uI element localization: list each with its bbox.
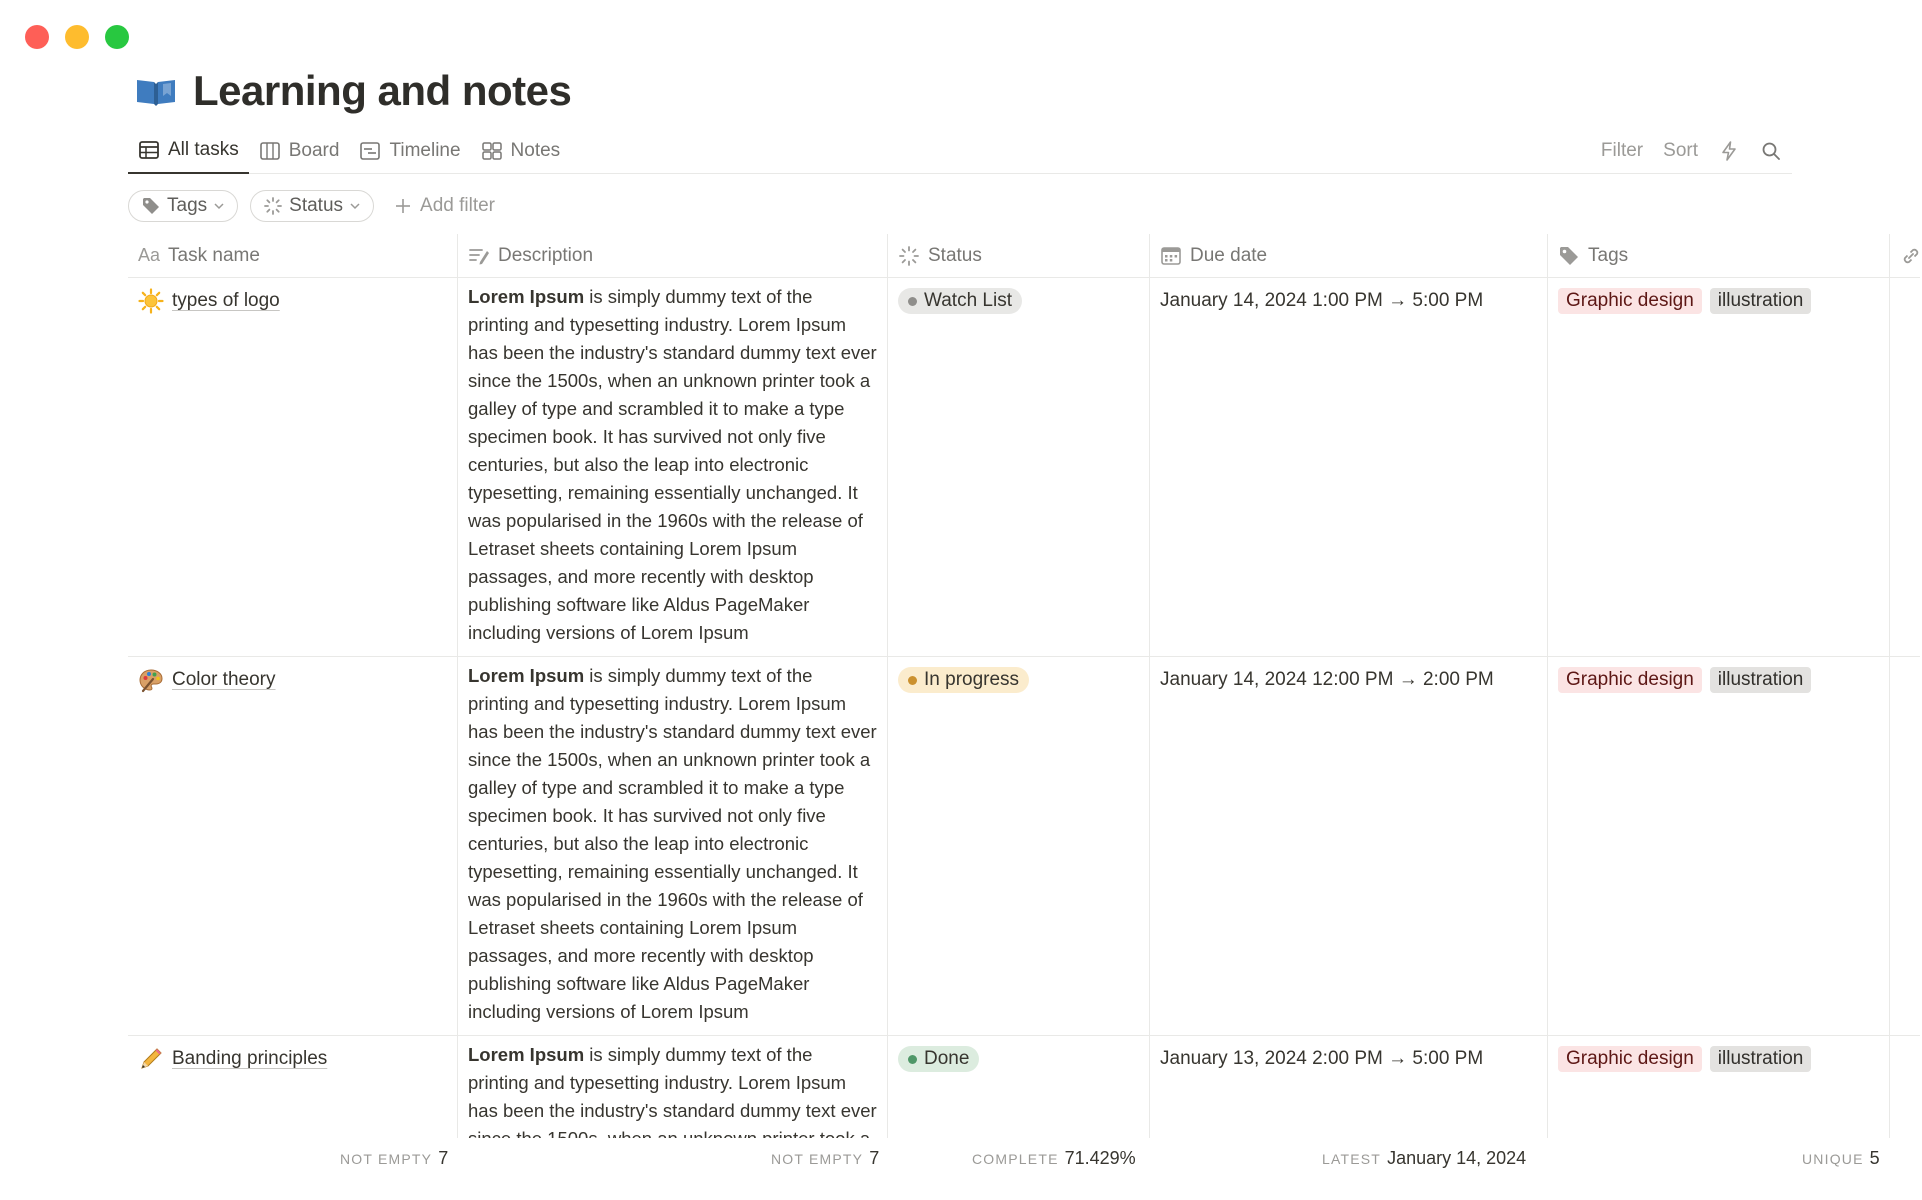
- description-text: is simply dummy text of the printing and typesetting industry. Lorem Ipsum has been the industry's standard dummy text ever: [468, 1044, 877, 1121]
- description-cell[interactable]: [458, 657, 888, 1035]
- tag-icon: [1558, 245, 1580, 267]
- chip-label: Status: [289, 195, 344, 216]
- timeline-icon: [359, 140, 381, 162]
- column-header-due-date[interactable]: [1150, 234, 1548, 277]
- text-property-icon: Aa: [138, 245, 161, 265]
- column-header-task-name[interactable]: [128, 234, 458, 277]
- maximize-window-button[interactable]: [105, 25, 129, 49]
- plus-icon: [394, 197, 412, 215]
- add-filter-button[interactable]: [386, 195, 503, 217]
- calc-value: January 14, 2024: [1387, 1148, 1527, 1168]
- task-name-calculation[interactable]: [340, 1148, 448, 1169]
- tab-timeline[interactable]: [349, 128, 470, 174]
- tab-label: Notes: [510, 140, 561, 161]
- task-name-link[interactable]: Color theory: [172, 669, 276, 690]
- description-text: is simply dummy text of the printing and typesetting industry. Lorem Ipsum has been the industry's standard dummy text ever since the 1500s, when an unknown printer took a galley of type and scrambled it to make a type specimen book. It has survived not only five centuries, but also the leap into electronic typesetting, remaining essentially unchanged. It was popularised in the 1960s with the release of Letraset sheets containing Lorem Ipsum passages, and more recently with desktop publishing software like Aldus PageMaker including versions of Lorem Ipsum: [468, 665, 877, 1022]
- task-name-link[interactable]: Banding principles: [172, 1048, 328, 1069]
- open-book-icon[interactable]: [135, 76, 177, 106]
- tag-badge: illustration: [1710, 667, 1812, 693]
- link-cell[interactable]: [1890, 278, 1920, 656]
- description-bold-text: Lorem Ipsum: [468, 1044, 585, 1065]
- tab-board[interactable]: [249, 128, 350, 174]
- status-icon: [898, 245, 920, 267]
- link-cell[interactable]: [1890, 657, 1920, 1035]
- description-text: is simply dummy text of the printing and typesetting industry. Lorem Ipsum has been the industry's standard dummy text ever since the 1500s, when an unknown printer took a galley of type and scrambled it to make a type specimen book. It has survived not only five centuries, but also the leap into electronic typesetting, remaining essentially unchanged. It was popularised in the 1960s with the release of Letraset sheets containing Lorem Ipsum passages, and more recently with desktop publishing software like Aldus PageMaker including versions of Lorem Ipsum: [468, 286, 877, 643]
- link-icon: [1900, 245, 1922, 267]
- calc-label: LATEST: [1322, 1151, 1382, 1167]
- tags-cell[interactable]: [1548, 278, 1890, 656]
- search-icon: [1760, 140, 1782, 162]
- tag-icon: [141, 196, 161, 216]
- tag-badge: illustration: [1710, 288, 1812, 314]
- chevron-down-icon: [349, 200, 361, 212]
- automation-button[interactable]: [1708, 128, 1750, 173]
- search-button[interactable]: [1750, 128, 1792, 173]
- minimize-window-button[interactable]: [65, 25, 89, 49]
- board-icon: [259, 140, 281, 162]
- tag-badge: Graphic design: [1558, 667, 1702, 693]
- status-filter-chip[interactable]: [250, 190, 374, 222]
- tab-label: Timeline: [389, 140, 461, 161]
- sun-icon: [138, 288, 164, 314]
- page-header: [135, 56, 571, 112]
- table-row[interactable]: [128, 657, 1920, 1036]
- column-label: Description: [498, 244, 594, 266]
- tags-cell[interactable]: [1548, 657, 1890, 1035]
- task-name-link[interactable]: types of logo: [172, 290, 280, 311]
- close-window-button[interactable]: [25, 25, 49, 49]
- task-name-cell[interactable]: [128, 657, 458, 1035]
- filter-bar: [128, 190, 503, 222]
- column-header-tags[interactable]: [1548, 234, 1890, 277]
- table-row[interactable]: [128, 278, 1920, 657]
- table-header: [128, 234, 1920, 278]
- due-date-calculation[interactable]: [1322, 1148, 1526, 1169]
- status-badge[interactable]: [898, 1046, 979, 1072]
- task-name-cell[interactable]: [128, 278, 458, 656]
- chip-label: Tags: [167, 195, 208, 216]
- due-date-cell[interactable]: January 13, 2024 2:00 PM → 5:00 PM: [1150, 1036, 1548, 1156]
- calc-label: NOT EMPTY: [340, 1151, 433, 1167]
- gallery-icon: [481, 140, 503, 162]
- status-label: In progress: [924, 669, 1020, 690]
- tags-filter-chip[interactable]: [128, 190, 238, 222]
- description-bold-text: Lorem Ipsum: [468, 665, 585, 686]
- column-label: Status: [928, 244, 982, 266]
- column-label: Due date: [1190, 244, 1268, 266]
- column-header-description[interactable]: [458, 234, 888, 277]
- status-badge[interactable]: [898, 667, 1029, 693]
- tab-notes[interactable]: [471, 128, 571, 174]
- view-tabs: [128, 128, 1792, 174]
- palette-icon: [138, 667, 164, 693]
- column-label: Tags: [1588, 244, 1629, 266]
- tab-label: Board: [288, 140, 340, 161]
- description-calculation[interactable]: [771, 1148, 879, 1169]
- status-dot: [908, 1055, 917, 1064]
- column-header-link[interactable]: [1890, 234, 1920, 277]
- status-cell[interactable]: [888, 657, 1150, 1035]
- status-label: Done: [924, 1048, 970, 1069]
- due-date-cell[interactable]: January 14, 2024 1:00 PM → 5:00 PM: [1150, 278, 1548, 656]
- calc-label: COMPLETE: [972, 1151, 1059, 1167]
- calc-value: 7: [438, 1148, 449, 1168]
- page-title[interactable]: Learning and notes: [193, 67, 572, 114]
- status-icon: [263, 196, 283, 216]
- tags-calculation[interactable]: [1802, 1148, 1880, 1169]
- table-icon: [138, 139, 160, 161]
- status-badge[interactable]: [898, 288, 1022, 314]
- tag-badge: Graphic design: [1558, 1046, 1702, 1072]
- description-bold-text: Lorem Ipsum: [468, 286, 585, 307]
- calendar-icon: [1160, 245, 1182, 267]
- calc-label: UNIQUE: [1802, 1151, 1864, 1167]
- tag-badge: illustration: [1710, 1046, 1812, 1072]
- status-label: Watch List: [924, 290, 1012, 311]
- status-dot: [908, 297, 917, 306]
- status-dot: [908, 676, 917, 685]
- lightning-icon: [1718, 140, 1740, 162]
- column-label: Task name: [168, 244, 260, 266]
- due-date-cell[interactable]: January 14, 2024 12:00 PM → 2:00 PM: [1150, 657, 1548, 1035]
- sort-button[interactable]: Sort: [1663, 139, 1698, 161]
- calc-value: 5: [1869, 1148, 1880, 1168]
- status-cell[interactable]: [888, 278, 1150, 656]
- calc-value: 71.429%: [1064, 1148, 1136, 1168]
- column-header-status[interactable]: [888, 234, 1150, 277]
- chevron-down-icon: [213, 200, 225, 212]
- tasks-table: [128, 234, 1920, 1156]
- text-lines-icon: [468, 245, 490, 267]
- description-cell[interactable]: [458, 278, 888, 656]
- table-footer-calculations: [0, 1138, 1920, 1178]
- tab-all-tasks[interactable]: [128, 128, 249, 174]
- window-controls: [25, 25, 129, 49]
- status-calculation[interactable]: [972, 1148, 1136, 1169]
- filter-button[interactable]: Filter: [1600, 139, 1644, 161]
- add-filter-label: Add filter: [420, 195, 495, 216]
- tab-label: All tasks: [168, 139, 239, 160]
- tabs-spacer: [570, 128, 1591, 173]
- calc-label: NOT EMPTY: [771, 1151, 864, 1167]
- calc-value: 7: [869, 1148, 880, 1168]
- pencil-icon: [138, 1046, 164, 1072]
- tag-badge: Graphic design: [1558, 288, 1702, 314]
